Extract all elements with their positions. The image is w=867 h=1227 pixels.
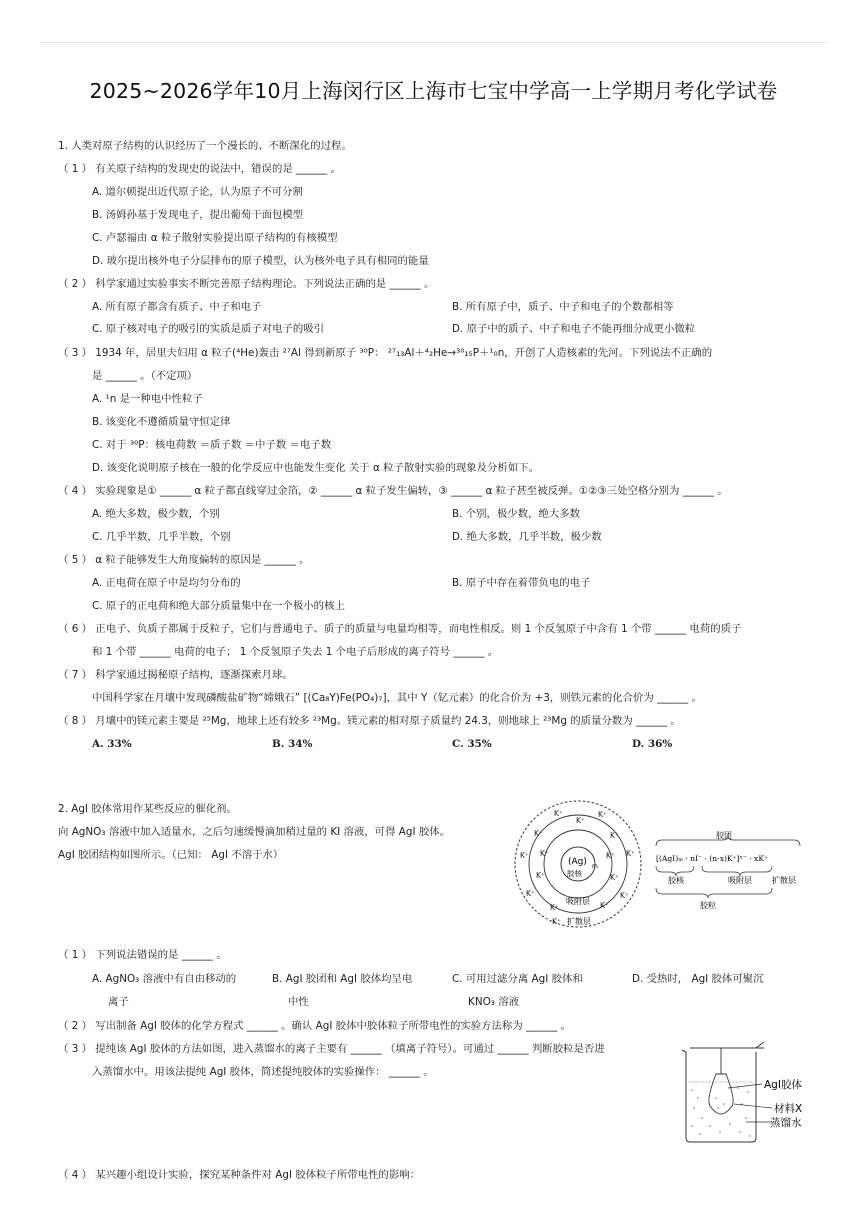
q1-s5-option-b: B. 原子中存在着带负电的电子 [452,577,591,589]
q2-s1-option-a: A. AgNO₃ 溶液中有自由移动的 [92,973,237,985]
q2-s1-option-a-cont: 离子 [108,996,129,1008]
particle-label: 胶粒 [700,901,716,910]
q1-s8-option-a: A. 33% [92,738,132,750]
q2-s2-stem: （ 2 ） 写出制备 AgI 胶体的化学方程式 ______ 。确认 AgI 胶体中胶体粒子所带电性的实验方法称为 ______ 。 [58,1020,571,1032]
q1-s7-line1: （ 7 ） 科学家通过揭秘原子结构，逐渐探索月球。 [58,669,293,681]
q1-s8-option-d: D. 36% [632,738,673,750]
k-ion: K⁺ [606,851,615,860]
q1-s4-option-c: C. 几乎半数，几乎半数，个别 [92,531,231,543]
micelle-formula: [(AgI)ₘ · nI⁻ · (n-x)K⁺]ˣ⁻ · xK⁺ [656,854,769,863]
dialysis-apparatus-diagram [676,1038,810,1146]
q1-s8-option-b: B. 34% [272,738,313,750]
distilled-water-label: 蒸馏水 [770,1117,802,1129]
k-ion: K⁺ [550,903,559,912]
k-ion: K⁺ [520,851,529,860]
q1-s1-option-d: D. 玻尔提出核外电子分层排布的原子模型，认为核外电子具有相同的能量 [92,255,429,267]
q1-s5-stem: （ 5 ） α 粒子能够发生大角度偏转的原因是 ______ 。 [58,554,310,566]
page-title: 2025~2026学年10月上海闵行区上海市七宝中学高一上学期月考化学试卷 [89,79,778,103]
q1-s3-option-b: B. 该变化不遵循质量守恒定律 [92,416,231,428]
k-ion: K⁺ [540,849,549,858]
k-ion: K⁺ [576,816,585,825]
q2-s3-line2: 入蒸馏水中。用该法提纯 AgI 胶体，简述提纯胶体的实验操作： ______ 。 [92,1066,434,1078]
q1-s5-option-c: C. 原子的正电荷和绝大部分质量集中在一个极小的核上 [92,600,345,612]
q2-line2: 向 AgNO₃ 溶液中加入适量水，之后匀速缓慢滴加稍过量的 KI 溶液，可得 AgI 胶体。 [58,826,450,838]
q2-intro: 2. AgI 胶体常用作某些反应的催化剂。 [58,803,237,815]
q1-s4-stem: （ 4 ） 实验现象是① ______ α 粒子都直线穿过金箔，② ______ α 粒子发生偏转，③ ______ α 粒子甚至被反弹。①②③三处空格分别为 ______ 。 [58,485,728,497]
k-ion: K⁺ [526,889,535,898]
q1-s2-option-d: D. 原子中的质子、中子和电子不能再细分成更小微粒 [452,323,696,335]
nucleus-label: 胶核 [567,869,582,878]
q1-s6-line2: 和 1 个带 ______ 电荷的电子； 1 个反氢原子失去 1 个电子后形成的离子符号 ______ 。 [92,646,499,658]
q2-s1-option-c-cont: KNO₃ 溶液 [468,996,520,1008]
q1-intro: 1. 人类对原子结构的认识经历了一个漫长的、不断深化的过程。 [58,140,352,152]
q1-s2-stem: （ 2 ） 科学家通过实验事实不断完善原子结构理论。下列说法正确的是 ______ 。 [58,278,435,290]
q1-s1-stem: （ 1 ） 有关原子结构的发现史的说法中，错误的是 ______ 。 [58,163,341,175]
bracket-diffuse-label: 扩散层 [772,876,796,885]
q1-s8-stem: （ 8 ） 月壤中的镁元素主要是 ²⁵Mg，地球上还有较多 ²³Mg。镁元素的相对原子质量约 24.3，则地球上 ²³Mg 的质量分数为 ______ 。 [58,715,681,727]
q1-s1-option-a: A. 道尔顿提出近代原子论，认为原子不可分割 [92,186,303,198]
q2-s1-option-d: D. 受热时， AgI 胶体可聚沉 [632,973,764,985]
material-x-label: 材料X [774,1103,803,1115]
k-ion: K⁺ [626,849,635,858]
q1-s3-stem: （ 3 ） 1934 年，居里夫妇用 α 粒子(⁴He)轰击 ²⁷Al 得到新原子 ³⁰P： ²⁷₁₃Al＋⁴₂He→³⁰₁₅P＋¹₀n，开创了人造核素的先河。下列说法不正确的 [58,347,713,359]
k-ion: K⁺ [598,810,607,819]
k-ion: K⁺ [620,891,629,900]
k-ion: K⁺ [536,871,545,880]
k-ion: K⁺ [600,901,609,910]
q1-s1-option-b: B. 汤姆孙基于发现电子，提出葡萄干面包模型 [92,209,304,221]
core-label: (Ag) [568,857,587,867]
q1-s3-stem-cont: 是 ______ 。（不定项） [92,370,198,382]
q2-s1-option-b: B. AgI 胶团和 AgI 胶体均呈电 [272,973,413,985]
k-ion: K⁺ [534,829,543,838]
k-ion: K⁺ [554,809,563,818]
core-subscript: m [592,863,598,870]
q1-s7-line2: 中国科学家在月壤中发现磷酸盐矿物“嫦娥石” [(Ca₈Y)Fe(PO₄)₇]，其中 Y（钇元素）的化合价为 +3，则铁元素的化合价为 ______ 。 [92,692,702,704]
q1-s2-option-c: C. 原子核对电子的吸引的实质是质子对电子的吸引 [92,323,325,335]
q1-s8-option-c: C. 35% [452,738,492,750]
adsorbed-layer-label: 吸附层 [566,897,590,906]
k-ion: K⁺ [610,831,619,840]
q1-s4-option-d: D. 绝大多数，几乎半数，极少数 [452,531,602,543]
diffuse-layer-label: 扩散层 [567,917,591,926]
q1-s1-option-c: C. 卢瑟福由 α 粒子散射实验提出原子结构的有核模型 [92,232,338,244]
q2-s1-stem: （ 1 ） 下列说法错误的是 ______ 。 [58,949,227,961]
micelle-label: 胶团 [716,831,732,840]
bracket-adsorbed-label: 吸附层 [728,876,752,885]
q1-s3-option-d: D. 该变化说明原子核在一般的化学反应中也能发生变化 关于 α 粒子散射实验的现象及分析如下。 [92,462,539,474]
k-ion: K⁺ [552,917,561,926]
q1-s4-option-a: A. 绝大多数，极少数，个别 [92,508,220,520]
top-divider [40,42,827,43]
k-ion: K⁺ [610,873,619,882]
q1-s2-option-a: A. 所有原子都含有质子、中子和电子 [92,301,262,313]
q2-s1-option-c: C. 可用过滤分离 AgI 胶体和 [452,973,583,985]
q2-s4-stem: （ 4 ） 某兴趣小组设计实验，探究某种条件对 AgI 胶体粒子所带电性的影响： [58,1169,420,1181]
q2-line3: AgI 胶团结构如图所示。（已知： AgI 不溶于水） [58,849,284,861]
q1-s4-option-b: B. 个别，极少数，绝大多数 [452,508,581,520]
agi-colloid-label: AgI胶体 [764,1079,802,1091]
q1-s3-option-c: C. 对于 ³⁰P：核电荷数 ＝质子数 ＝中子数 ＝电子数 [92,439,332,451]
q1-s2-option-b: B. 所有原子中，质子、中子和电子的个数都相等 [452,301,674,313]
agi-micelle-diagram [510,796,810,932]
q2-s3-line1: （ 3 ） 提纯该 AgI 胶体的方法如图，进入蒸馏水的离子主要有 ______ （填离子符号）。可通过 ______ 判断胶粒是否进 [58,1043,605,1055]
q1-s3-option-a: A. ¹n 是一种电中性粒子 [92,393,203,405]
q2-s1-option-b-cont: 中性 [288,996,309,1008]
q1-s6-line1: （ 6 ） 正电子、负质子都属于反粒子，它们与普通电子、质子的质量与电量均相等，而电性相反。则 1 个反氢原子中含有 1 个带 ______ 电荷的质子 [58,623,742,635]
q1-s5-option-a: A. 正电荷在原子中是均匀分布的 [92,577,241,589]
bracket-nucleus-label: 胶核 [668,876,684,885]
